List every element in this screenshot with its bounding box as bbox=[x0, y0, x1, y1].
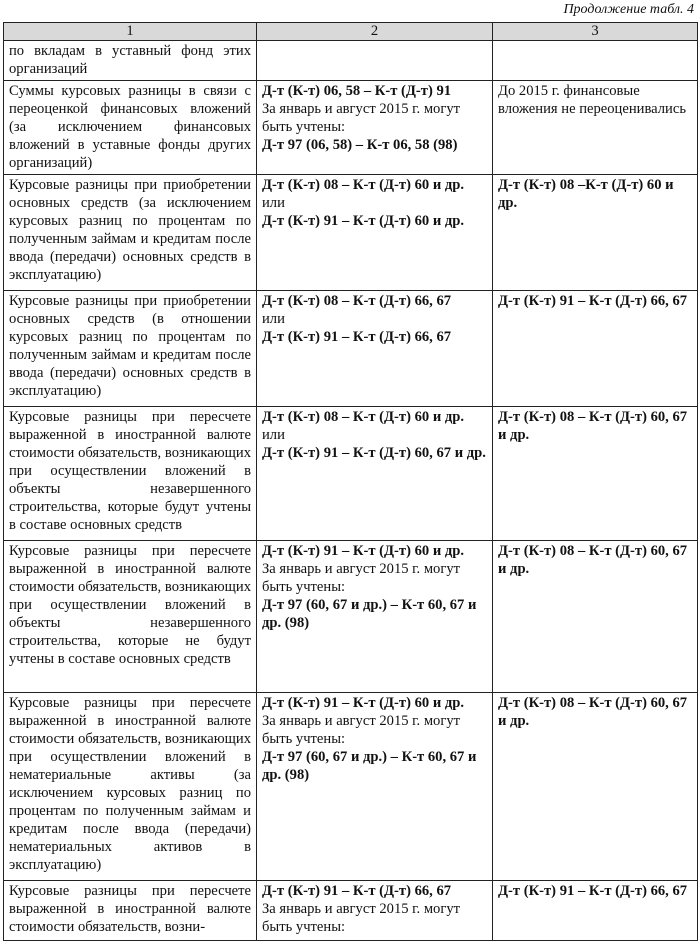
description-cell: Курсовые разницы при приобретении основных средств (в отношении курсовых разниц по процентам по полученным займам и кредитам после ввода (передачи) основных средств в эксплуатацию) bbox=[4, 291, 257, 407]
header-col-1: 1 bbox=[4, 23, 257, 41]
entry-note: За январь и август 2015 г. могут быть учтены: bbox=[262, 561, 461, 595]
entry-note: или bbox=[262, 195, 285, 211]
header-col-2: 2 bbox=[257, 23, 493, 41]
entries-2015-cell bbox=[257, 881, 493, 941]
header-col-3: 3 bbox=[493, 23, 698, 41]
entries-2015-cell bbox=[257, 81, 493, 175]
accounting-entry: Д-т (К-т) 91 – К-т (Д-т) 60 и др. bbox=[262, 543, 465, 559]
header-row bbox=[4, 23, 698, 41]
description-cell: по вкладам в уставный фонд этих организаций bbox=[4, 41, 257, 81]
entries-before-2015-cell bbox=[493, 881, 698, 941]
accounting-entry: Д-т (К-т) 08 – К-т (Д-т) 60, 67 и др. bbox=[498, 695, 688, 729]
table-body bbox=[4, 41, 698, 941]
description-cell: Суммы курсовых разницы в связи с переоценкой финансовых вложений (за исключением финансовых вложений в уставные фонды других организаций) bbox=[4, 81, 257, 175]
entries-2015-cell bbox=[257, 541, 493, 693]
entries-before-2015-cell bbox=[493, 407, 698, 541]
entry-note: или bbox=[262, 427, 285, 443]
table-row bbox=[4, 291, 698, 407]
table-row bbox=[4, 81, 698, 175]
table-row bbox=[4, 881, 698, 941]
description-cell: Курсовые разницы при пересчете выраженной в иностранной валюте стоимости обязательств, возникающих при осуществлении вложений в нематериальные активы (за исключением курсовых разниц по процентам по полученным займам и кредитам после ввода (передачи) нематериальных активов в эксплуатацию) bbox=[4, 693, 257, 881]
entries-2015-cell bbox=[257, 407, 493, 541]
accounting-table bbox=[3, 22, 698, 941]
entries-before-2015-cell bbox=[493, 541, 698, 693]
accounting-entry: Д-т (К-т) 91 – К-т (Д-т) 60 и др. bbox=[262, 695, 465, 711]
entry-note: За январь и август 2015 г. могут быть учтены: bbox=[262, 713, 461, 747]
entries-before-2015-cell bbox=[493, 693, 698, 881]
entries-2015-cell bbox=[257, 41, 493, 81]
table-row bbox=[4, 407, 698, 541]
entries-2015-cell bbox=[257, 693, 493, 881]
accounting-entry: Д-т (К-т) 08 – К-т (Д-т) 66, 67 bbox=[262, 293, 452, 309]
table-caption: Продолжение табл. 4 bbox=[563, 2, 694, 17]
accounting-entry: Д-т (К-т) 08 – К-т (Д-т) 60 и др. bbox=[262, 409, 465, 425]
description-cell: Курсовые разницы при пересчете выраженной в иностранной валюте стоимости обязательств, возникающих при осуществлении вложений в объекты незавершенного строительства, которые будут учтены в составе основных средств bbox=[4, 407, 257, 541]
accounting-entry: Д-т 97 (06, 58) – К-т 06, 58 (98) bbox=[262, 137, 458, 153]
accounting-entry: Д-т (К-т) 08 – К-т (Д-т) 60, 67 и др. bbox=[498, 409, 688, 443]
description-cell: Курсовые разницы при приобретении основных средств (за исключением курсовых разниц по процентам по полученным займам и кредитам после ввода (передачи) основных средств в эксплуатацию) bbox=[4, 175, 257, 291]
entry-note: За январь и август 2015 г. могут быть учтены: bbox=[262, 901, 461, 935]
table-row bbox=[4, 541, 698, 693]
accounting-entry: Д-т (К-т) 06, 58 – К-т (Д-т) 91 bbox=[262, 83, 452, 99]
entries-2015-cell bbox=[257, 291, 493, 407]
accounting-entry: Д-т (К-т) 91 – К-т (Д-т) 66, 67 bbox=[262, 329, 452, 345]
accounting-entry: Д-т 97 (60, 67 и др.) – К-т 60, 67 и др. (98) bbox=[262, 749, 477, 783]
accounting-entry: Д-т (К-т) 91 – К-т (Д-т) 66, 67 bbox=[498, 293, 688, 309]
entries-2015-cell bbox=[257, 175, 493, 291]
entry-note: или bbox=[262, 311, 285, 327]
accounting-entry: Д-т 97 (60, 67 и др.) – К-т 60, 67 и др. (98) bbox=[262, 597, 477, 631]
description-cell: Курсовые разницы при пересчете выраженной в иностранной валюте стоимости обязательств, возникающих при осуществлении вложений в объекты незавершенного строительства, которые не будут учтены в составе основных средств bbox=[4, 541, 257, 693]
entry-note: До 2015 г. финансовые вложения не переоценивались bbox=[498, 83, 686, 117]
entries-before-2015-cell bbox=[493, 175, 698, 291]
table-row bbox=[4, 41, 698, 81]
entries-before-2015-cell bbox=[493, 41, 698, 81]
accounting-entry: Д-т (К-т) 91 – К-т (Д-т) 66, 67 bbox=[498, 883, 688, 899]
accounting-entry: Д-т (К-т) 91 – К-т (Д-т) 60, 67 и др. bbox=[262, 445, 486, 461]
description-cell: Курсовые разницы при пересчете выраженной в иностранной валюте стоимости обязательств, возни- bbox=[4, 881, 257, 941]
accounting-entry: Д-т (К-т) 08 – К-т (Д-т) 60 и др. bbox=[262, 177, 465, 193]
accounting-entry: Д-т (К-т) 08 – К-т (Д-т) 60, 67 и др. bbox=[498, 543, 688, 577]
table-row bbox=[4, 693, 698, 881]
accounting-entry: Д-т (К-т) 91 – К-т (Д-т) 60 и др. bbox=[262, 213, 465, 229]
accounting-entry: Д-т (К-т) 08 –К-т (Д-т) 60 и др. bbox=[498, 177, 674, 211]
entries-before-2015-cell bbox=[493, 81, 698, 175]
entries-before-2015-cell bbox=[493, 291, 698, 407]
table-row bbox=[4, 175, 698, 291]
entry-note: За январь и август 2015 г. могут быть учтены: bbox=[262, 101, 461, 135]
accounting-entry: Д-т (К-т) 91 – К-т (Д-т) 66, 67 bbox=[262, 883, 452, 899]
